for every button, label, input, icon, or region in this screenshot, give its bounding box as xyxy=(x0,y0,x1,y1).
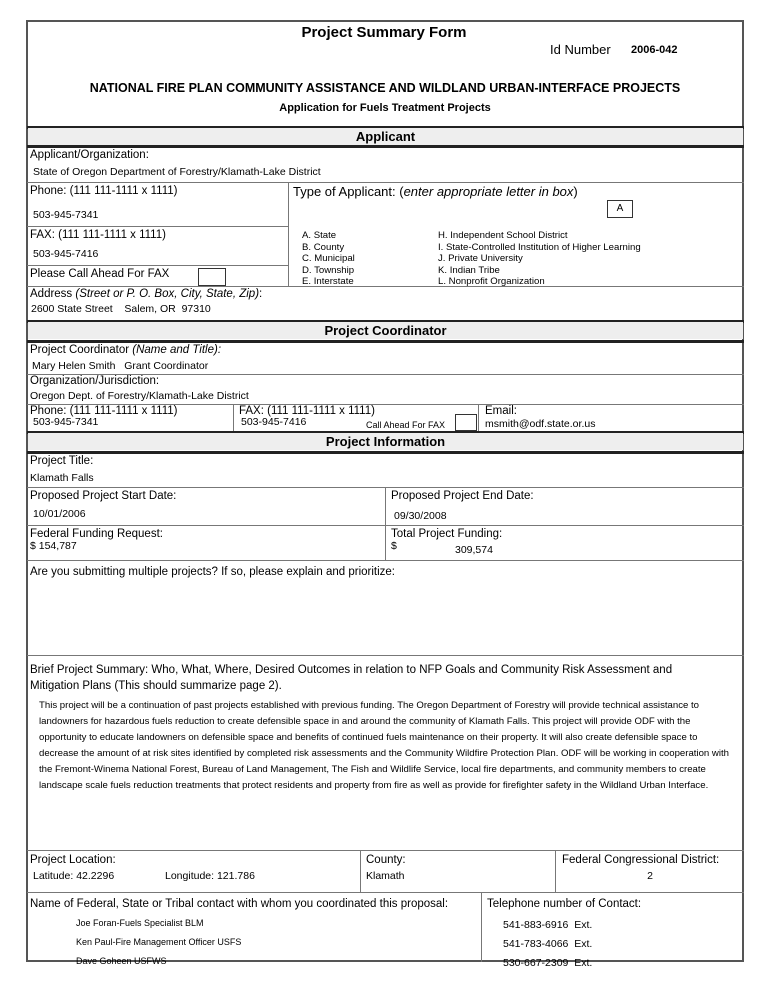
end-date-value[interactable]: 09/30/2008 xyxy=(394,510,447,522)
type-option: B. County xyxy=(302,241,345,253)
id-number-label: Id Number xyxy=(550,42,611,57)
contact-phone[interactable]: 541-883-6916 Ext. xyxy=(503,919,593,931)
multiple-projects-label: Are you submitting multiple projects? If so, please explain and prioritize: xyxy=(30,566,395,578)
type-option: C. Municipal xyxy=(302,253,355,264)
section-applicant: Applicant xyxy=(28,128,743,145)
project-summary-text[interactable]: This project will be a continuation of past projects established with previous funding. The Oregon Department of Forestry will provide technical assistance to landowners for hazardous fuels reduction to create defensible space in and around the community of Klamath Falls. This project will provide ODF with the opportunity to educate landowners on defensible space and benefits of continued fuels maintenance on their property. It will also create defensible space to decrease the amount of at risk sites identified by completed risk assessments and the Community Wildfire Protection Plan. ODF will be working in cooperation with the Fremont-Winema National Forest, Bureau of Land Management, The Fish and Wildlife Service, local fire departments, and community members to create landscape scale fuels reduction treatments that protect residents and property from fire as well as provide for firefighter safety in the Wildland Urban Interface. xyxy=(39,700,729,791)
district-value[interactable]: 2 xyxy=(647,870,653,882)
type-option: K. Indian Tribe xyxy=(438,264,500,276)
coordinator-org-label: Organization/Jurisdiction: xyxy=(30,375,160,387)
total-funding-currency: $ xyxy=(391,540,397,552)
project-title-value[interactable]: Klamath Falls xyxy=(30,472,94,484)
section-project-coordinator: Project Coordinator xyxy=(28,322,743,339)
call-ahead-label: Please Call Ahead For FAX xyxy=(30,268,170,280)
section-project-information: Project Information xyxy=(28,433,743,450)
multiple-projects-field[interactable] xyxy=(30,582,740,652)
email-label: Email: xyxy=(485,405,517,417)
coordinator-fax-label: FAX: (111 111-1111 x 1111) xyxy=(239,405,375,417)
applicant-types-left xyxy=(302,230,355,288)
coordinator-org-value[interactable]: Oregon Dept. of Forestry/Klamath-Lake District xyxy=(30,390,249,402)
id-number-value: 2006-042 xyxy=(631,44,678,56)
applicant-types-right xyxy=(438,230,641,288)
applicant-type-input[interactable]: A xyxy=(607,200,633,218)
location-label: Project Location: xyxy=(30,854,116,866)
end-date-label: Proposed Project End Date: xyxy=(391,490,534,502)
start-date-value[interactable]: 10/01/2006 xyxy=(33,508,86,520)
contact-phone[interactable]: 530-667-2309 Ext. xyxy=(503,957,593,969)
form-subtitle: Application for Fuels Treatment Projects xyxy=(279,102,491,114)
longitude-value[interactable]: Longitude: 121.786 xyxy=(165,870,255,882)
latitude-value[interactable]: Latitude: 42.2296 xyxy=(33,870,115,882)
coordinator-call-ahead-checkbox[interactable] xyxy=(455,414,477,431)
total-funding-label: Total Project Funding: xyxy=(391,528,503,540)
type-option: E. Interstate xyxy=(302,276,354,287)
federal-funding-label: Federal Funding Request: xyxy=(30,528,163,540)
fax-value[interactable]: 503-945-7416 xyxy=(33,248,99,260)
type-option: I. State-Controlled Institution of Higher Learning xyxy=(438,241,641,253)
fax-label: FAX: (111 111-1111 x 1111) xyxy=(30,229,166,241)
type-option: J. Private University xyxy=(438,253,523,264)
program-title: NATIONAL FIRE PLAN COMMUNITY ASSISTANCE AND WILDLAND URBAN-INTERFACE PROJECTS xyxy=(89,81,681,95)
applicant-org-value[interactable]: State of Oregon Department of Forestry/Klamath-Lake District xyxy=(33,166,321,178)
contact-phone-label: Telephone number of Contact: xyxy=(487,898,642,910)
applicant-org-label: Applicant/Organization: xyxy=(30,149,149,161)
district-label: Federal Congressional District: xyxy=(562,854,720,866)
contact-name[interactable]: Dave Goheen USFWS xyxy=(76,956,167,966)
start-date-label: Proposed Project Start Date: xyxy=(30,490,177,502)
type-option: H. Independent School District xyxy=(438,230,568,241)
phone-label: Phone: (111 111-1111 x 1111) xyxy=(30,185,178,197)
coordinator-value[interactable]: Mary Helen Smith Grant Coordinator xyxy=(32,360,209,372)
coordinator-label: Project Coordinator (Name and Title): xyxy=(30,344,222,356)
contact-name[interactable]: Joe Foran-Fuels Specialist BLM xyxy=(76,918,204,928)
type-option: L. Nonprofit Organization xyxy=(438,276,545,287)
project-title-label: Project Title: xyxy=(30,455,94,467)
type-option: D. Township xyxy=(302,264,355,276)
address-value[interactable]: 2600 State Street Salem, OR 97310 xyxy=(31,303,211,315)
contact-name[interactable]: Ken Paul-Fire Management Officer USFS xyxy=(76,937,242,947)
total-funding-value[interactable]: 309,574 xyxy=(455,544,493,556)
type-option: A. State xyxy=(302,230,337,241)
summary-label-cont: Mitigation Plans (This should summarize page 2). xyxy=(30,680,282,692)
summary-label: Brief Project Summary: Who, What, Where, Desired Outcomes in relation to NFP Goals and Community Risk Assessment and xyxy=(30,664,673,676)
coordinator-call-ahead-label: Call Ahead For FAX xyxy=(366,420,446,430)
contact-label: Name of Federal, State or Tribal contact with whom you coordinated this proposal: xyxy=(30,898,449,910)
applicant-type-label: Type of Applicant: (enter appropriate letter in box) xyxy=(293,184,578,199)
address-label: Address (Street or P. O. Box, City, State, Zip): xyxy=(30,288,263,300)
phone-value[interactable]: 503-945-7341 xyxy=(33,209,99,221)
county-label: County: xyxy=(366,854,406,866)
coordinator-fax-value[interactable]: 503-945-7416 xyxy=(241,416,307,428)
form-title: Project Summary Form xyxy=(301,24,467,41)
county-value[interactable]: Klamath xyxy=(366,870,405,882)
coordinator-phone-value[interactable]: 503-945-7341 xyxy=(33,416,99,428)
federal-funding-value[interactable]: $ 154,787 xyxy=(30,540,77,552)
email-value[interactable]: msmith@odf.state.or.us xyxy=(485,418,596,430)
coordinator-phone-label: Phone: (111 111-1111 x 1111) xyxy=(30,405,178,417)
call-ahead-checkbox[interactable] xyxy=(198,268,226,286)
contact-phone[interactable]: 541-783-4066 Ext. xyxy=(503,938,593,950)
